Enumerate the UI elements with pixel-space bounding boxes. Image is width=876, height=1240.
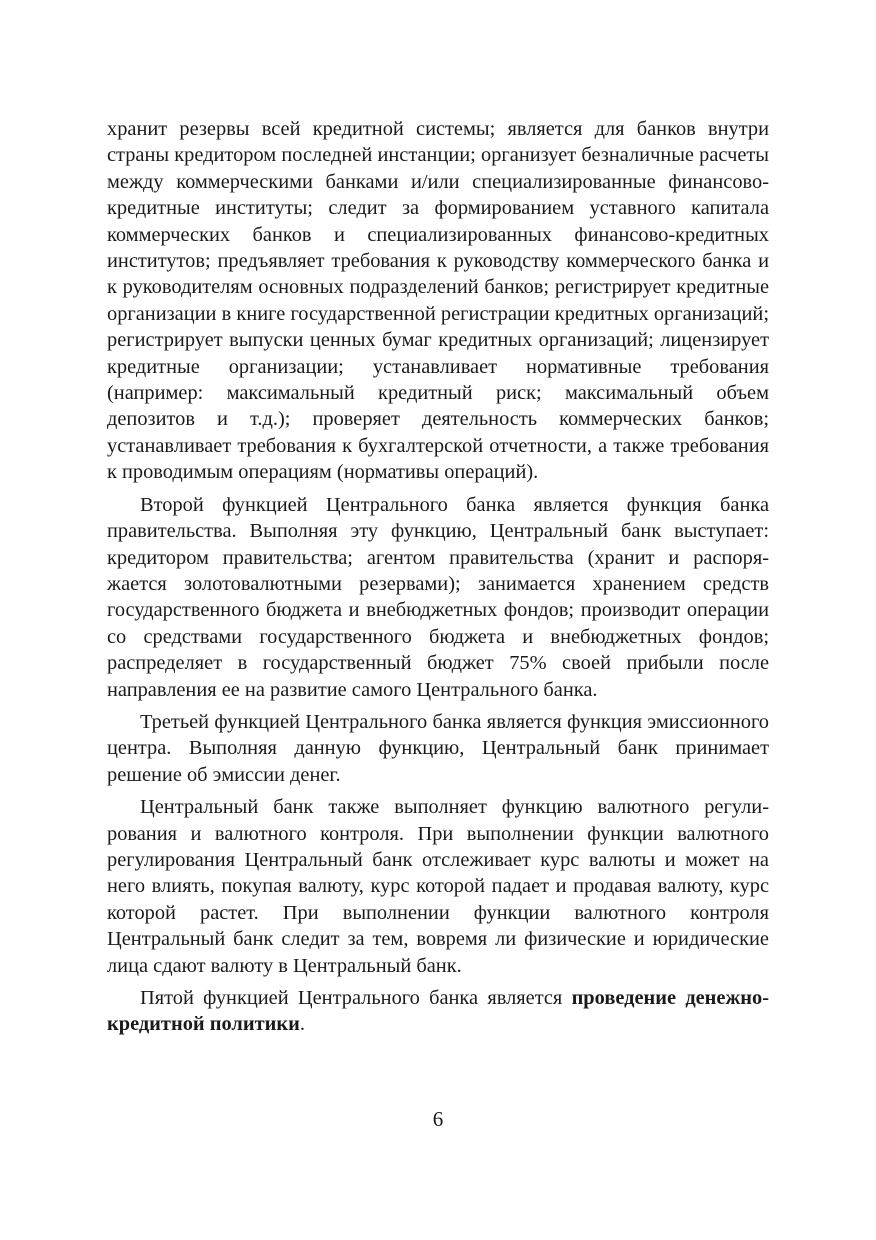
paragraph-5-end: . <box>299 1013 305 1036</box>
paragraph-5-bold-term: проведение денежно-кредитной политики <box>107 987 770 1036</box>
paragraph-3: Третьей функцией Центрального банка является функция эмиссионного центра. Выполняя данную функцию, Центральный банк принимает решение об эмиссии денег. <box>107 710 769 786</box>
page-body <box>107 116 769 1038</box>
page-number: 6 <box>432 1107 444 1131</box>
paragraph-5 <box>107 985 769 1038</box>
paragraph-2: Второй функцией Центрального банка является функция банка правительства. Выполняя эту функцию, Центральный банк выступает: кредитором правительства; агентом правительства (хранит и распоряжается золотовалютными резервами); занимается хранением средств государственного бюджета и внебюджетных фондов; производит операции со средствами государственного бюджета и внебюджетных фондов; распределяет в государственный бюджет 75% своей прибыли после направления ее на развитие самого Центрального банка. <box>107 493 769 701</box>
paragraph-4: Центральный банк также выполняет функцию валютного регулирования и валютного контроля. При выполнении функции валютного регулирования Центральный банк отслеживает курс валюты и может на него влиять, покупая валюту, курс которой падает и продавая валюту, курс которой растет. При выполнении функции валютного контроля Центральный банк следит за тем, вовремя ли физические и юридические лица сдают валюту в Центральный банк. <box>107 796 769 977</box>
paragraph-1: хранит резервы всей кредитной системы; является для банков внутри страны кредитором последней инстанции; организует безналичные расчеты между коммерческими банками и/или специализированные финансово-кредитные институты; следит за формированием уставного капитала коммерческих банков и специализированных финансово-кредитных институтов; предъявляет требования к руководству коммерческого банка и к руководителям основных подразделений банков; регистрирует кредитные организации в книге государственной регистрации кредитных организаций; регистрирует выпуски ценных бумаг кредитных организаций; лицензирует кредитные организации; устанавливает нормативные требования (например: максимальный кредитный риск; максимальный объем депозитов и т.д.); проверяет деятельность коммерческих банков; устанавливает требования к бухгалтерской отчетности, а также требования к проводимым операциям (нормативы операций). <box>107 118 769 484</box>
paragraph-5-text: Пятой функцией Центрального банка является <box>140 987 572 1009</box>
